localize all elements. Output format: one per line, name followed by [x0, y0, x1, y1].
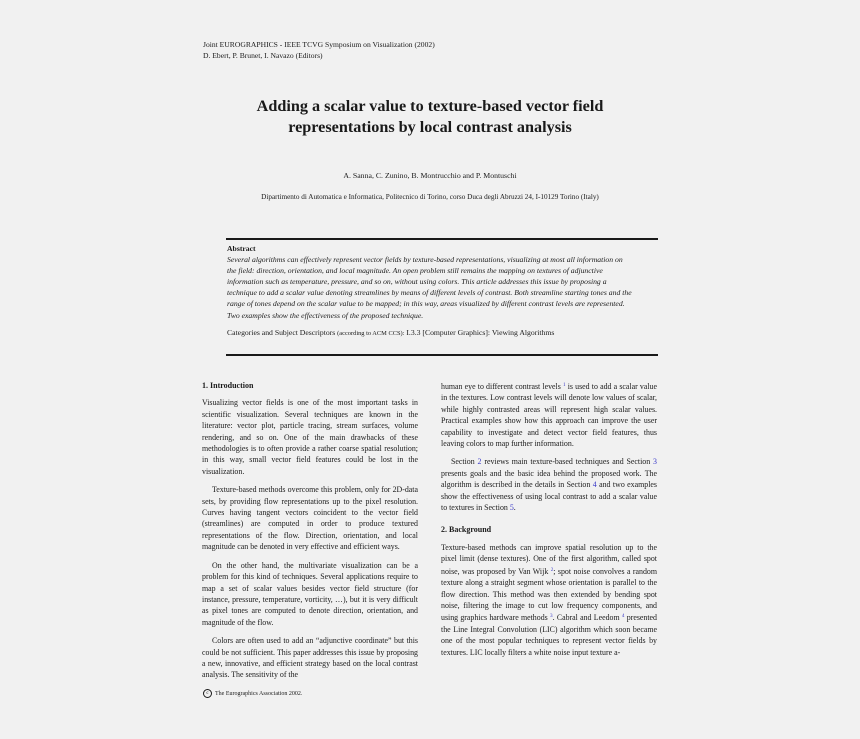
text-run: presented the Line Integral Convolution (LIC) algorithm which soon became one of the most popular techniques to represent vector fields by textures. LIC locally filters a white noise input texture a-	[441, 613, 657, 657]
title-line-2: representations by local contrast analysis	[288, 118, 572, 136]
abstract-block	[227, 243, 633, 339]
paragraph	[441, 456, 657, 513]
text-run: Texture-based methods can improve spatial resolution up to the pixel limit (dense textures). One of the first algorithm, called spot noise, was proposed by Van Wijk	[441, 542, 657, 576]
text-run: and two examples show the effectiveness of using local contrast to add a scalar value to textures in Section	[441, 480, 657, 513]
paragraph	[441, 542, 657, 658]
paragraph: Texture-based methods overcome this problem, only for 2D-data sets, by providing flow representations up to the pixel resolution. Curves having tangent vectors coincident to the vector field (streamlines) are computed in order to produce textured representations of the flow. Direction, orientation, and local magnitude can be denoted in very effective and efficient ways.	[202, 485, 418, 552]
text-run: .	[513, 503, 516, 513]
paper-title	[160, 96, 700, 138]
section-link[interactable]: 5	[509, 503, 514, 513]
citation-link[interactable]: 3	[549, 613, 553, 620]
conference-header	[203, 40, 435, 61]
citation-link[interactable]: 2	[550, 566, 554, 573]
abstract-text: Several algorithms can effectively represent vector fields by texture-based representations, visualizing at most all information on the field: direction, orientation, and local magnitude. An open problem still remains the mapping on textures of adjunctive information such as temperature, pressure, and so on, without using colors. This article addresses this issue by proposing a technique to add a scalar value denoting streamlines by means of different levels of contrast. Both streamline starting tones and the range of tones depend on the scalar value to be mapped; in this way, areas visualized by different contrast levels are represented. Two examples show the effectiveness of the proposed technique.	[227, 255, 632, 320]
section-link[interactable]: 4	[592, 480, 597, 490]
section-heading-background: 2. Background	[441, 525, 492, 535]
text-run: reviews main texture-based techniques and Section	[484, 457, 651, 467]
abstract-bottom-rule	[226, 354, 658, 356]
section-link[interactable]: 2	[477, 457, 482, 467]
copyright-icon: c	[203, 689, 212, 698]
categories-note: (according to ACM CCS):	[337, 329, 405, 337]
left-column	[202, 380, 418, 688]
text-run: presents goals and the basic idea behind the proposed work. The algorithm is described in the details in Section	[441, 468, 657, 490]
citation-link[interactable]: 4	[621, 613, 625, 620]
categories-value: I.3.3 [Computer Graphics]: Viewing Algorithms	[406, 327, 555, 337]
text-run: ; spot noise convolves a random texture along a straight segment whose orientation is parallel to the flow direction. This method was then extended by bending spot noise, filtering the image to cut low frequency components, and using graphics hardware methods	[441, 566, 657, 623]
categories	[227, 327, 633, 339]
paragraph: Visualizing vector fields is one of the most important tasks in scientific visualization. Several techniques are known in the literature: vector plot, particle tracing, stream surfaces, volume rendering, and so on. One of the main drawbacks of these methodologies is to often provide a rather coarse spatial resolution; in this way, small vector field features could be lost in the visualization.	[202, 398, 418, 476]
paragraph: On the other hand, the multivariate visualization can be a problem for this kind of techniques. Several applications require to map a set of scalar values besides vector field structure (for instance, pressure, temperature, vorticity, …), but it is very difficult as pixel tones are computed to denote direction, orientation, and magnitude of the flow.	[202, 560, 418, 627]
text-run: Section	[451, 457, 475, 467]
paragraph	[441, 380, 657, 449]
section-link[interactable]: 3	[653, 457, 657, 467]
categories-label: Categories and Subject Descriptors	[227, 327, 336, 337]
abstract-heading: Abstract	[227, 244, 256, 253]
title-line-1: Adding a scalar value to texture-based vector field	[256, 97, 604, 115]
copyright-footer	[203, 689, 302, 698]
copyright-text: The Eurographics Association 2002.	[215, 690, 303, 697]
authors: A. Sanna, C. Zunino, B. Montrucchio and P. Montuschi	[343, 171, 517, 180]
paragraph: Colors are often used to add an “adjunctive coordinate” but this could be not sufficient. This paper addresses this issue by proposing a new, innovative, and efficient strategy based on the local contrast analysis. The sensitivity of the	[202, 636, 418, 680]
section-heading-introduction: 1. Introduction	[202, 381, 254, 390]
affiliation: Dipartimento di Automatica e Informatica, Politecnico di Torino, corso Duca degli Abruzzi 24, I-10129 Torino (Italy)	[261, 193, 599, 201]
text-run: is used to add a scalar value in the textures. Low contrast levels will denote low values of scalar, while highly contrasted areas will represent high scalar values. Practical examples show how this approach can improve the user capability to investigate and detect vector field features, thus leaving colors to map further information.	[441, 382, 657, 449]
right-column	[441, 380, 657, 665]
conference-line: Joint EUROGRAPHICS - IEEE TCVG Symposium on Visualization (2002)	[203, 40, 435, 49]
abstract-top-rule	[226, 238, 658, 240]
editors-line: D. Ebert, P. Brunet, I. Navazo (Editors)	[203, 50, 323, 60]
text-run: . Cabral and Leedom	[552, 613, 620, 623]
text-run: human eye to different contrast levels	[441, 382, 561, 391]
citation-link[interactable]: 1	[562, 382, 566, 388]
